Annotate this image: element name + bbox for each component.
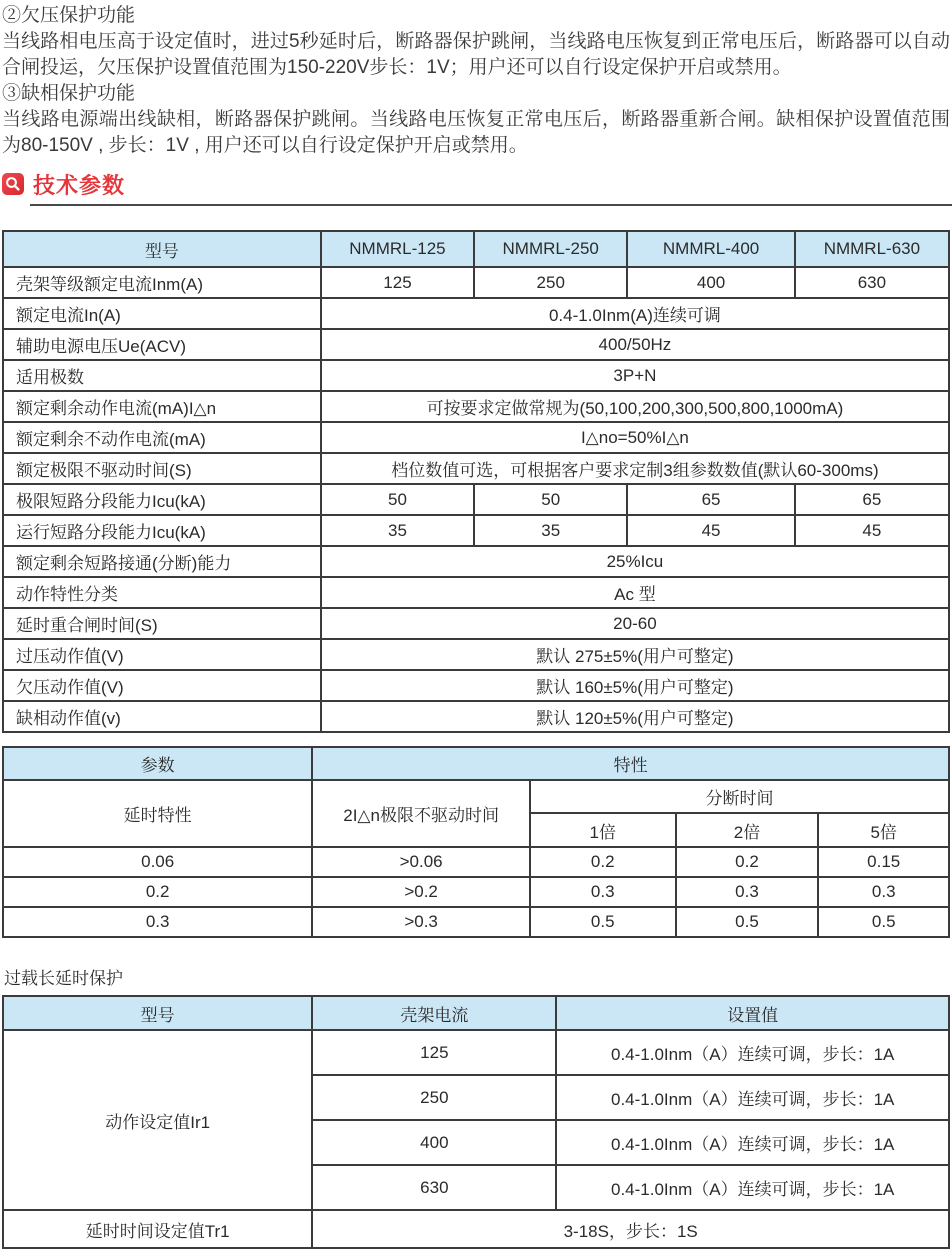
spec-span-value-cell: I△no=50%I△n [321, 422, 949, 453]
delay-value-cell: 0.3 [676, 877, 819, 907]
spec-table-body [3, 267, 949, 732]
spec-span-value-cell: 默认 120±5%(用户可整定) [321, 701, 949, 732]
table-row [3, 670, 949, 701]
intro-section [0, 0, 952, 159]
table-row [3, 701, 949, 732]
spec-value-cell: 50 [474, 484, 627, 515]
spec-header-cell: NMMRL-250 [474, 231, 627, 267]
delay-table-body [3, 780, 949, 937]
spec-span-value-cell: 0.4-1.0Inm(A)连续可调 [321, 298, 949, 329]
spec-label-cell: 额定剩余不动作电流(mA) [3, 422, 321, 453]
delay-value-cell: 0.2 [676, 847, 819, 877]
spec-value-cell: 45 [795, 515, 949, 546]
spec-value-cell: 65 [795, 484, 949, 515]
overload-table-body [3, 1030, 949, 1248]
delay-value-cell: >0.06 [312, 847, 530, 877]
delay-subheader-nondrive-time: 2I△n极限不驱动时间 [312, 780, 530, 847]
spec-span-value-cell: 3P+N [321, 360, 949, 391]
spec-span-value-cell: 25%Icu [321, 546, 949, 577]
spec-span-value-cell: 可按要求定做常规为(50,100,200,300,500,800,1000mA) [321, 391, 949, 422]
table-row [3, 360, 949, 391]
overload-header-cell: 设置值 [556, 996, 949, 1030]
table-row [3, 484, 949, 515]
overload-setting-cell: 0.4-1.0Inm（A）连续可调，步长：1A [556, 1165, 949, 1210]
delay-subheader-characteristic: 延时特性 [3, 780, 312, 847]
spec-value-cell: 125 [321, 267, 474, 298]
spec-span-value-cell: 默认 275±5%(用户可整定) [321, 639, 949, 670]
spec-span-value-cell: 20-60 [321, 608, 949, 639]
spec-label-cell: 壳架等级额定电流Inm(A) [3, 267, 321, 298]
delay-value-cell: >0.2 [312, 877, 530, 907]
table-row [3, 546, 949, 577]
spec-span-value-cell: 400/50Hz [321, 329, 949, 360]
table-row [3, 877, 949, 907]
delay-value-cell: >0.3 [312, 907, 530, 937]
overload-group-label: 动作设定值Ir1 [3, 1030, 312, 1210]
table-row [3, 639, 949, 670]
spec-label-cell: 延时重合闸时间(S) [3, 608, 321, 639]
delay-header-feature: 特性 [312, 747, 949, 780]
delay-value-cell: 0.06 [3, 847, 312, 877]
spec-label-cell: 额定极限不驱动时间(S) [3, 453, 321, 484]
page-title: 技术参数 [33, 172, 126, 198]
overload-current-cell: 400 [312, 1120, 556, 1165]
overload-caption: 过载长延时保护 [4, 969, 123, 988]
delay-multiplier-cell: 1倍 [530, 813, 676, 847]
delay-subheader-breaking-time: 分断时间 [530, 780, 949, 813]
table-row [3, 453, 949, 484]
spec-label-cell: 运行短路分段能力Icu(kA) [3, 515, 321, 546]
spec-value-cell: 630 [795, 267, 949, 298]
spec-label-cell: 辅助电源电压Ue(ACV) [3, 329, 321, 360]
table-row [3, 780, 949, 813]
spec-value-cell: 35 [474, 515, 627, 546]
delay-multiplier-cell: 2倍 [676, 813, 819, 847]
spec-table [2, 230, 950, 733]
overload-table [2, 995, 950, 1249]
spec-value-cell: 45 [627, 515, 794, 546]
intro-body-undervoltage: 当线路相电压高于设定值时，进过5秒延时后，断路器保护跳闸，当线路电压恢复到正常电压后，断路器可以自动合闸投运，欠压保护设置值范围为150-220V步长：1V；用户还可以自行设定保护开启或禁用。 [2, 31, 950, 78]
overload-table-header [3, 996, 949, 1030]
delay-value-cell: 0.2 [530, 847, 676, 877]
delay-value-cell: 0.3 [818, 877, 949, 907]
delay-value-cell: 0.3 [530, 877, 676, 907]
delay-value-cell: 0.15 [818, 847, 949, 877]
table-row [3, 1210, 949, 1248]
table-row [3, 747, 949, 780]
overload-footer-label: 延时时间设定值Tr1 [3, 1210, 312, 1248]
delay-table [2, 746, 950, 938]
overload-current-cell: 630 [312, 1165, 556, 1210]
delay-value-cell: 0.5 [676, 907, 819, 937]
delay-header-param: 参数 [3, 747, 312, 780]
spec-header-cell: NMMRL-400 [627, 231, 794, 267]
spec-label-cell: 适用极数 [3, 360, 321, 391]
spec-header-cell: NMMRL-125 [321, 231, 474, 267]
intro-body-phase-loss: 当线路电源端出线缺相，断路器保护跳闸。当线路电压恢复正常电压后，断路器重新合闸。缺相保护设置值范围为80-150V , 步长：1V , 用户还可以自行设定保护开启或禁用。 [2, 109, 950, 156]
overload-current-cell: 250 [312, 1075, 556, 1120]
delay-multiplier-cell: 5倍 [818, 813, 949, 847]
spec-table-header [3, 231, 949, 267]
table-row [3, 1030, 949, 1075]
overload-current-cell: 125 [312, 1030, 556, 1075]
spec-span-value-cell: Ac 型 [321, 577, 949, 608]
spec-header-model: 型号 [3, 231, 321, 267]
overload-header-cell: 型号 [3, 996, 312, 1030]
table-row [3, 577, 949, 608]
table-row [3, 515, 949, 546]
spec-label-cell: 过压动作值(V) [3, 639, 321, 670]
table-row [3, 422, 949, 453]
spec-span-value-cell: 档位数值可选，可根据客户要求定制3组参数数值(默认60-300ms) [321, 453, 949, 484]
table-row [3, 329, 949, 360]
heading-underline [30, 204, 952, 206]
table-row [3, 996, 949, 1030]
table-row [3, 608, 949, 639]
spec-value-cell: 400 [627, 267, 794, 298]
table-row [3, 231, 949, 267]
spec-label-cell: 极限短路分段能力Icu(kA) [3, 484, 321, 515]
table-row [3, 847, 949, 877]
overload-header-cell: 壳架电流 [312, 996, 556, 1030]
spec-label-cell: 额定电流In(A) [3, 298, 321, 329]
overload-setting-cell: 0.4-1.0Inm（A）连续可调，步长：1A [556, 1030, 949, 1075]
intro-title-undervoltage: ②欠压保护功能 [2, 5, 136, 26]
spec-value-cell: 50 [321, 484, 474, 515]
delay-value-cell: 0.2 [3, 877, 312, 907]
spec-value-cell: 250 [474, 267, 627, 298]
spec-label-cell: 欠压动作值(V) [3, 670, 321, 701]
delay-table-header [3, 747, 949, 780]
spec-value-cell: 65 [627, 484, 794, 515]
overload-setting-cell: 0.4-1.0Inm（A）连续可调，步长：1A [556, 1075, 949, 1120]
tech-params-heading [2, 172, 952, 196]
overload-footer-value: 3-18S，步长：1S [312, 1210, 949, 1248]
intro-title-phase-loss: ③缺相保护功能 [2, 83, 136, 104]
delay-value-cell: 0.3 [3, 907, 312, 937]
spec-label-cell: 额定剩余动作电流(mA)I△n [3, 391, 321, 422]
spec-label-cell: 动作特性分类 [3, 577, 321, 608]
spec-span-value-cell: 默认 160±5%(用户可整定) [321, 670, 949, 701]
magnifier-icon [2, 173, 24, 195]
delay-value-cell: 0.5 [530, 907, 676, 937]
overload-setting-cell: 0.4-1.0Inm（A）连续可调，步长：1A [556, 1120, 949, 1165]
spec-label-cell: 额定剩余短路接通(分断)能力 [3, 546, 321, 577]
table-row [3, 391, 949, 422]
spec-value-cell: 35 [321, 515, 474, 546]
table-row [3, 907, 949, 937]
spec-label-cell: 缺相动作值(v) [3, 701, 321, 732]
delay-value-cell: 0.5 [818, 907, 949, 937]
table-row [3, 267, 949, 298]
spec-header-cell: NMMRL-630 [795, 231, 949, 267]
table-row [3, 298, 949, 329]
